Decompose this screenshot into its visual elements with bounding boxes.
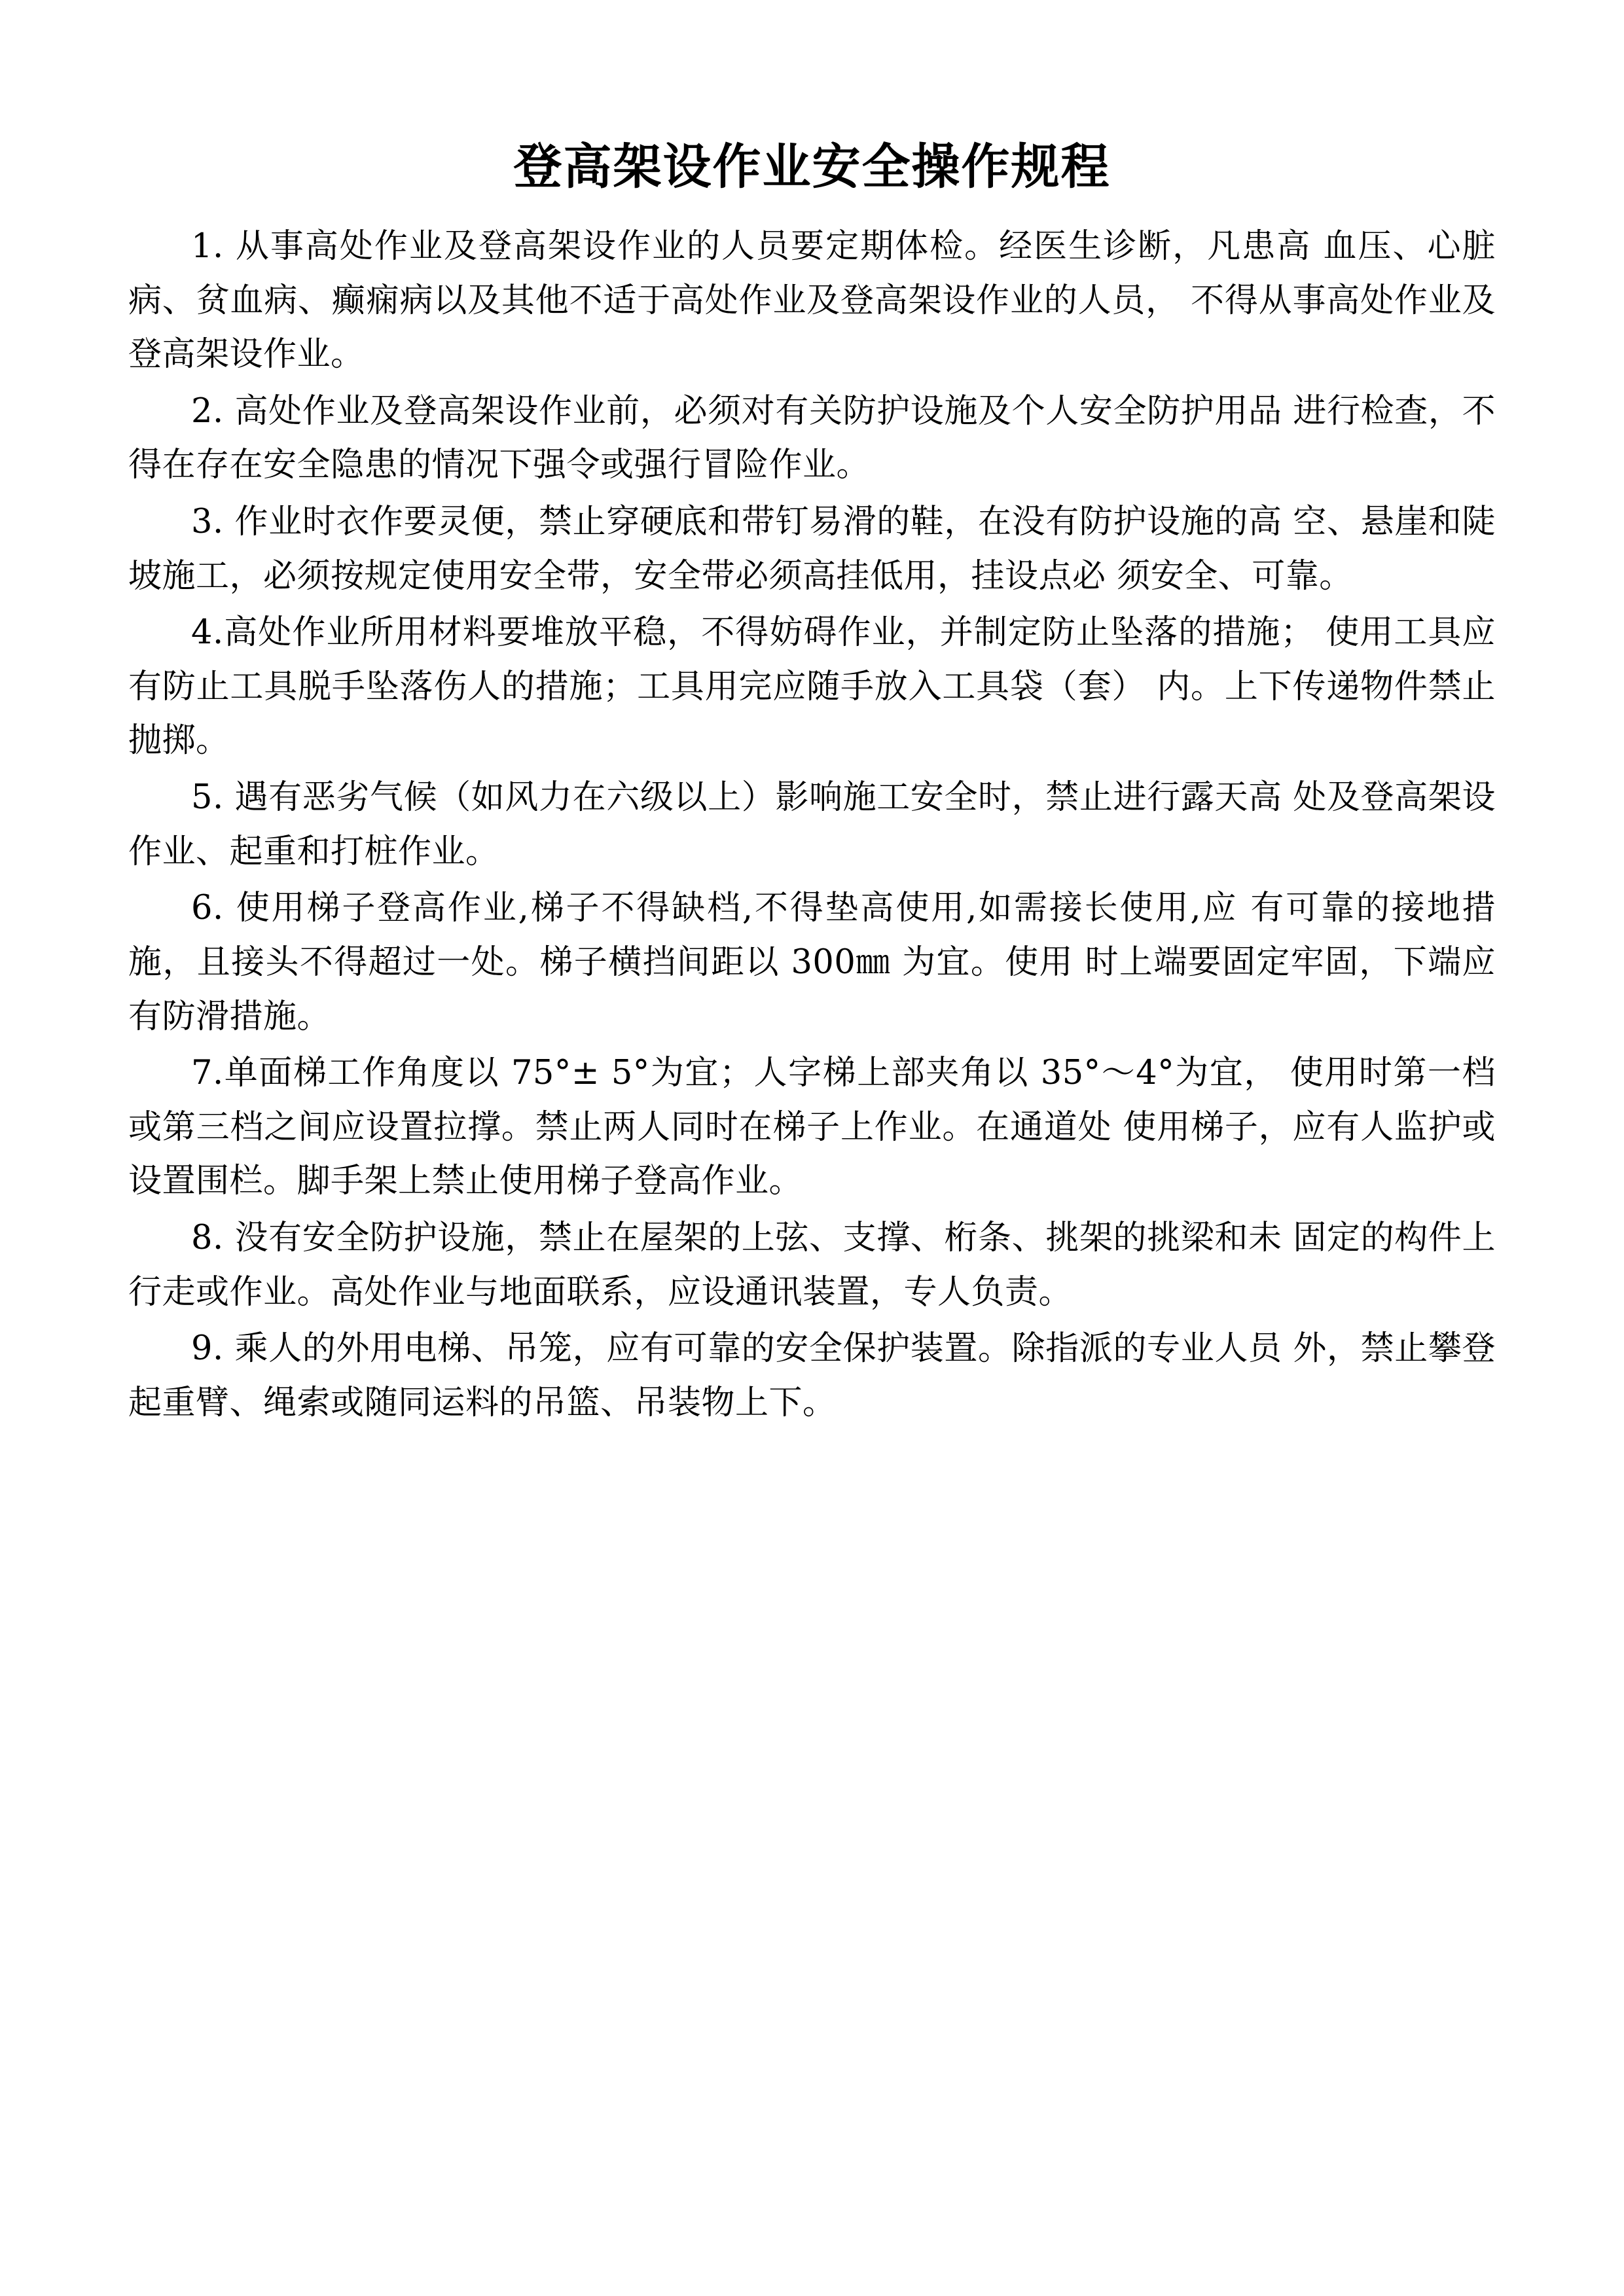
paragraph-1: 1. 从事高处作业及登高架设作业的人员要定期体检。经医生诊断，凡患高 血压、心脏病、贫血病、癫痫病以及其他不适于高处作业及登高架设作业的人员， 不得从事高处作业及登高架设作业。 xyxy=(128,227,1496,374)
page-bottom-margin xyxy=(128,1433,1496,1459)
paragraph-4: 4.高处作业所用材料要堆放平稳，不得妨碍作业，并制定防止坠落的措施； 使用工具应有防止工具脱手坠落伤人的措施；工具用完应随手放入工具袋（套） 内。上下传递物件禁止抛掷。 xyxy=(128,613,1496,761)
paragraph-9: 9. 乘人的外用电梯、吊笼，应有可靠的安全保护装置。除指派的专业人员 外，禁止攀登起重臂、绳索或随同运料的吊篮、吊装物上下。 xyxy=(128,1329,1496,1422)
paragraph-2: 2. 高处作业及登高架设作业前，必须对有关防护设施及个人安全防护用品 进行检查，不得在存在安全隐患的情况下强令或强行冒险作业。 xyxy=(128,391,1496,485)
paragraph-5: 5. 遇有恶劣气候（如风力在六级以上）影响施工安全时，禁止进行露天高 处及登高架设作业、起重和打桩作业。 xyxy=(128,778,1496,871)
paragraph-6: 6. 使用梯子登高作业,梯子不得缺档,不得垫高使用,如需接长使用,应 有可靠的接地措施，且接头不得超过一处。梯子横挡间距以 300㎜ 为宜。使用 时上端要固定牢固，下端应有防滑措施。 xyxy=(128,889,1496,1036)
page-title: 登高架设作业安全操作规程 xyxy=(513,139,1111,195)
document-body xyxy=(128,220,1496,1459)
paragraph-7: 7.单面梯工作角度以 75°± 5°为宜；人字梯上部夹角以 35°〜4°为宜， 使用时第一档或第三档之间应设置拉撑。禁止两人同时在梯子上作业。在通道处 使用梯子，应有人监护或设置围栏。脚手架上禁止使用梯子登高作业。 xyxy=(128,1054,1496,1201)
paragraph-8: 8. 没有安全防护设施，禁止在屋架的上弦、支撑、桁条、挑架的挑梁和未 固定的构件上行走或作业。高处作业与地面联系，应设通讯装置，专人负责。 xyxy=(128,1218,1496,1312)
paragraph-3: 3. 作业时衣作要灵便，禁止穿硬底和带钉易滑的鞋，在没有防护设施的高 空、悬崖和陡坡施工，必须按规定使用安全带，安全带必须高挂低用，挂设点必 须安全、可靠。 xyxy=(128,503,1496,596)
